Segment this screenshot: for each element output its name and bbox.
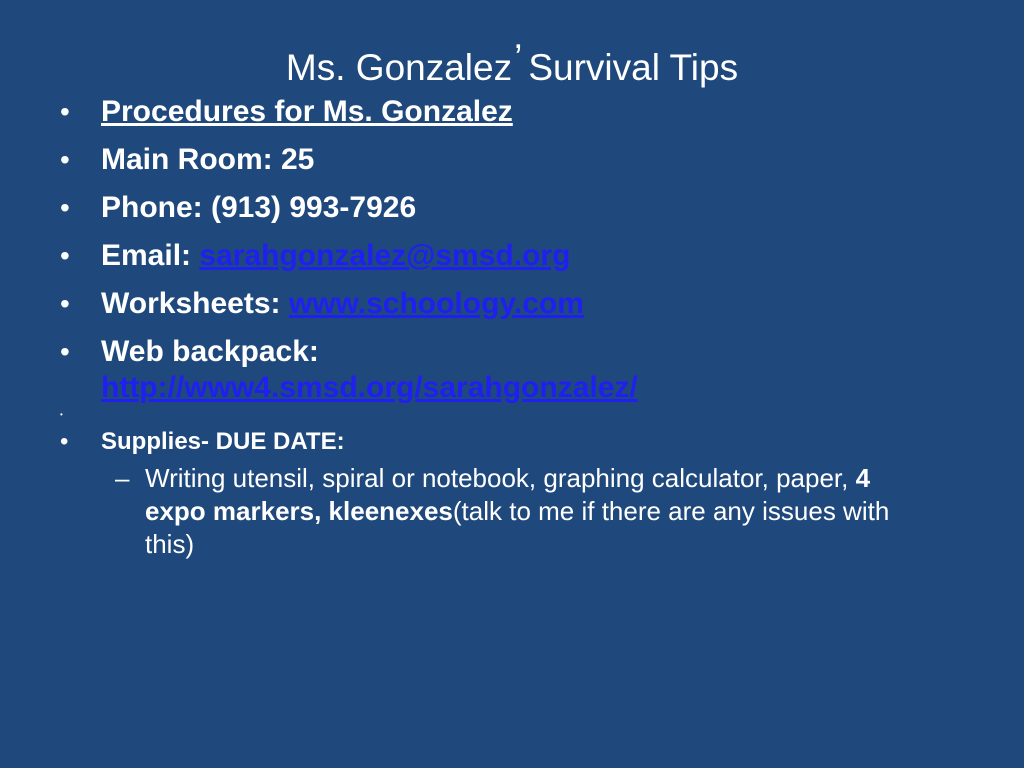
list-item-empty bbox=[60, 410, 960, 422]
list-item-phone bbox=[60, 190, 960, 226]
supplies-detail bbox=[60, 462, 935, 561]
supplies-detail-bold: 4 expo markers, kleenexes bbox=[145, 463, 871, 526]
list-item-email bbox=[60, 238, 960, 274]
list-item-worksheets bbox=[60, 286, 960, 322]
list-item-supplies bbox=[60, 426, 960, 458]
list-item-web-backpack bbox=[60, 334, 960, 406]
bullet-icon: • bbox=[60, 144, 70, 175]
worksheets-label: Worksheets: bbox=[101, 287, 281, 320]
bullet-icon: • bbox=[60, 428, 69, 455]
bullet-icon: • bbox=[60, 96, 70, 127]
bullet-icon: • bbox=[60, 240, 70, 271]
list-item-main-room bbox=[60, 142, 960, 178]
web-backpack-label: Web backpack: bbox=[101, 335, 319, 368]
dash-icon: – bbox=[115, 463, 130, 493]
procedures-text: Procedures for Ms. Gonzalez bbox=[101, 95, 513, 128]
email-link[interactable]: sarahgonzalez@smsd.org bbox=[199, 239, 571, 272]
title-apostrophe: ’ bbox=[514, 37, 523, 78]
title-rest: Survival Tips bbox=[528, 47, 739, 88]
slide-title bbox=[0, 37, 1024, 92]
list-item-procedures bbox=[60, 94, 960, 130]
phone-text: Phone: (913) 993-7926 bbox=[101, 191, 417, 224]
bullet-list bbox=[60, 94, 960, 561]
supplies-label: Supplies- DUE DATE: bbox=[101, 428, 345, 455]
supplies-detail-part1: Writing utensil, spiral or notebook, graphing calculator, paper, bbox=[145, 463, 856, 493]
bullet-icon: • bbox=[60, 336, 70, 367]
supplies-detail-part2: (talk to me if there are any issues with this) bbox=[145, 496, 890, 559]
web-backpack-link[interactable]: http://www4.smsd.org/sarahgonzalez/ bbox=[101, 371, 638, 404]
worksheets-link[interactable]: www.schoology.com bbox=[288, 287, 584, 320]
bullet-icon: • bbox=[60, 288, 70, 319]
main-room-text: Main Room: 25 bbox=[101, 143, 315, 176]
email-label: Email: bbox=[101, 239, 192, 272]
bullet-icon: • bbox=[60, 192, 70, 223]
title-main: Ms. Gonzalez bbox=[285, 47, 513, 88]
bullet-icon: • bbox=[60, 410, 63, 419]
